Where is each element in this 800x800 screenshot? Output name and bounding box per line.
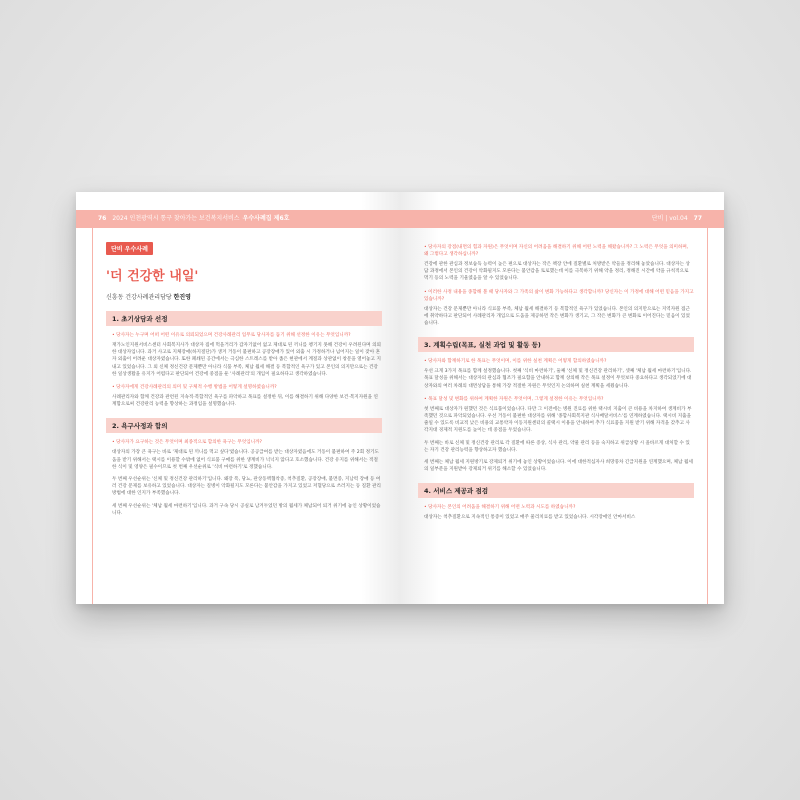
section-heading: 4. 서비스 제공과 점검 bbox=[418, 483, 694, 498]
left-page-number: 76 bbox=[98, 215, 107, 222]
right-margin-rule bbox=[707, 228, 708, 604]
question: • 목표 달성 및 변화를 위하여 계획한 자원은 무엇이며, 그렇게 설정한 이유는 무엇입니까? bbox=[424, 396, 604, 402]
answer: 건강에 관한 관심과 정보습득 능력이 높은 편으로 대상자는 작은 책장 안에 질환별로 처방받은 약들을 정리해 놓았습니다. 대상자는 상담 과정에서 본인의 건강이 악화될지도 모른다는 불안감을 토로했는데 이를 극복하기 위해 약을 정리, 정해진 시간에 약을 규칙적으로 먹기 등의 노력을 기울였음을 알 수 있었습니다. bbox=[424, 262, 690, 282]
answer: 두 번째 우선순위는 '신체 및 정신건강 관리하기'입니다. 왜장 폭, 당뇨, 관상동맥협착증, 척추질환, 공장장애, 불면증, 지남력 장애 등 여러 건강 문제를 보유하고 있었습니다. 대상자는 질병이 악화될지도 모른다는 불안감을 가지고 있었고 저혈당으로 쓰러지는 등 질환 관리 방법에 대한 인지가 부족했습니다. bbox=[112, 477, 381, 497]
article-title: '더 건강한 내일' bbox=[106, 269, 199, 284]
author-line bbox=[106, 292, 382, 301]
section-heading: 1. 초기상담과 선정 bbox=[106, 311, 382, 326]
open-booklet bbox=[76, 192, 724, 604]
right-page bbox=[400, 192, 724, 604]
question: • 당사자와 함께하기로 한 목표는 무엇이며, 이를 위한 실천 계획은 어떻게 합의하였습니까? bbox=[424, 359, 607, 365]
question: • 당사자의 강점(내면의 힘과 자원)은 무엇이며 자신의 어려움을 해결하기 위해 어떤 노력을 해왔습니까? 그 노력은 무엇을 의미하며, 왜 그렇다고 생각하십니까? bbox=[424, 245, 689, 257]
answer: 재가노인지원서비스센터 사회복지사가 대상자 집에 먹을거리가 갑자기없어 없고 제대로 된 끼니를 챙기지 못해 건강이 우려된다며 의뢰한 대상자입니다. 과거 사고로 지체장애(하지절단)가 생겨 거동이 불편하고 공장장애가 있어 외출 시 가정하거나 넘어지는 일이 잦아 혼자 외출이 어려운 대상자였습니다. 또한 폐쇄된 공간에서는 극심한 스트레스를 받아 좁은 현관에서 계절과 상관없이 창문을 열어놓고 지내고 있었습니다. 그 외 신체 정신건강 문제뿐만 아니라 식품 부족, 체납 월세 해결 등 복합적인 욕구가 있고 본인의 의지만으로는 건강한 일상생활을 유지가 어렵다고 판단되어 건강에 중점을 둔 '사례관리'의 개입이 필요하다고 생각하였습니다. bbox=[112, 343, 381, 377]
answer: 세 번째 우선순위는 '체납 월세 마련하기'입니다. 과거 구속 당시 공실로 남겨두었던 방의 월세가 체납되어 퇴거 위기에 놓인 상황이었습니다. bbox=[112, 503, 381, 516]
right-page-content bbox=[418, 244, 694, 598]
section-heading: 3. 계획수립(목표, 실천 과업 및 활동 등) bbox=[418, 337, 694, 352]
right-page-header bbox=[400, 210, 724, 228]
answer: 우선 크게 3가지 목표를 함께 설정했습니다. 첫째 '식비 마련하기', 둘째 '신체 및 정신건강 관리하기', 셋째 '체납 월세 마련하기'입니다. 목표 달성을 위해서는 대상자의 관심과 협조가 필요함을 안내하고 함께 상의해 작은 목표 설정이 무엇보다 중요하다고 생각되었기에 대상자와의 여러 차례의 대면상담을 통해 가장 적절한 자원은 무엇인지 논의하며 실천 계획을 세웠습니다. bbox=[424, 369, 692, 389]
left-margin-rule bbox=[92, 228, 93, 604]
question: • 이러한 사정 내용을 종합해 볼 때 당사자와 그 가족의 삶이 변화 가능하다고 생각합니까? 당신자는 이 가정에 대해 어떤 믿음을 가지고 있습니까? bbox=[424, 289, 694, 302]
answer: 첫 번째로 대상자가 원했던 것은 식료품이었습니다. 다만 그 이전에는 병원 진료를 위한 택시비 지출이 큰 비용을 차지하여 생계비가 부족했던 것으로 파악되었습니다. 우선 거동이 불편한 대상자를 위해 '종합사회복지관 식사배달서비스'를 연계하였습니다. 택시비 지출을 줄일 수 있도록 비교적 낮은 비용의 교통약자 이동지원센터의 콜택시 이용을 안내하여 추가 식료품을 지원 받기 위해 자격을 갖추고 사각지대 경제적 지원도를 높이는 데 중점을 두었습니다. bbox=[424, 406, 692, 434]
running-title: 단비 | vol.04 bbox=[651, 215, 688, 222]
left-page bbox=[76, 192, 400, 604]
answer: 세 번째는 체납 월세 지원방기로 강제퇴거 위기에 놓인 상황이었습니다. 이에 대한적십자사 희망풍차 긴급지원을 연계했으며, 체납 월세의 일부분을 지원받아 강제퇴거 위기를 해소할 수 있었습니다. bbox=[424, 460, 693, 473]
section-heading: 2. 욕구사정과 합의 bbox=[106, 418, 382, 433]
question: • 당사자에게 건강사례관리의 의미 및 구체적 수행 방법을 어떻게 설명하였습니까? bbox=[112, 385, 277, 391]
question: • 당사자는 본인의 어려움을 해결하기 위해 어떤 노력과 시도를 하였습니까? bbox=[424, 505, 576, 511]
category-badge: 단비 우수사례 bbox=[106, 242, 153, 255]
answer: 두 번째는 바로 신체 및 정신건강 관리로 각 질환에 따른 증상, 식사 관리, 약물 관리 등을 숙지하고 위급상황 시 올바르게 대처할 수 있는 자기 건강 관리능력을 향상하고자 했습니다. bbox=[424, 440, 690, 453]
author-name: 한진영 bbox=[173, 294, 191, 301]
answer: 대상자는 척추질환으로 지속적인 통증이 있었고 매주 물리치료를 받고 있었습니다. 시각장애인 안마서비스 bbox=[424, 515, 636, 521]
author-affiliation: 신흥동 건강사례관리담당 bbox=[106, 294, 172, 301]
question: • 당사자가 요구하는 것은 무엇이며 최종적으로 합의한 욕구는 무엇입니까? bbox=[112, 440, 262, 446]
answer: 사례관리자와 함께 건강과 관련된 지속적·복합적인 욕구를 파악하고 목표를 설정한 뒤, 이를 해결하기 위해 다양한 보건·복지자원을 연계함으로써 건강관리 능력을 향상하는 과정임을 설명했습니다. bbox=[112, 395, 378, 408]
running-title: 2024 인천광역시 통구 찾아가는 보건복지서비스 bbox=[112, 215, 240, 222]
answer: 대상자는 건강 문제뿐만 아니라 식료품 부족, 체납 월세 해결하기 등 복합적인 욕구가 있었습니다. 본인의 의지만으로는 지역자원 접근에 취약하다고 판단되어 사례관리자 개입으로 도움을 제공하면 작은 변화가 생기고, 그 작은 변화가 큰 변화로 이어진다는 믿음이 있었습니다. bbox=[424, 306, 690, 327]
left-page-content bbox=[106, 236, 382, 598]
right-page-number: 77 bbox=[693, 215, 702, 222]
left-page-header bbox=[76, 210, 400, 228]
running-title-bold: 우수사례집 제6호 bbox=[242, 215, 290, 222]
question: • 당사자는 누구며 어떠 어떤 이유로 의뢰되었으며 건강사례관리 업무로 당사자를 돕기 위해 선정한 이유는 무엇입니까? bbox=[112, 333, 351, 338]
answer: 대상자의 가장 큰 욕구는 바로 '제대로 된 끼니를 먹고 싶다'였습니다. 공공급여를 받는 대상자였음에도 거동이 불편하여 주 2회 정기도움을 받기 위해서는 택시를 이용할 수밖에 없어 식료품 구매를 위한 생계비가 넉넉지 않다고 호소했습니다. 건강 유지를 위해서는 적절한 식이 및 영양은 필수이므로 첫 번째 우선순위로 '식비 마련하기'로 정했습니다. bbox=[112, 450, 379, 470]
